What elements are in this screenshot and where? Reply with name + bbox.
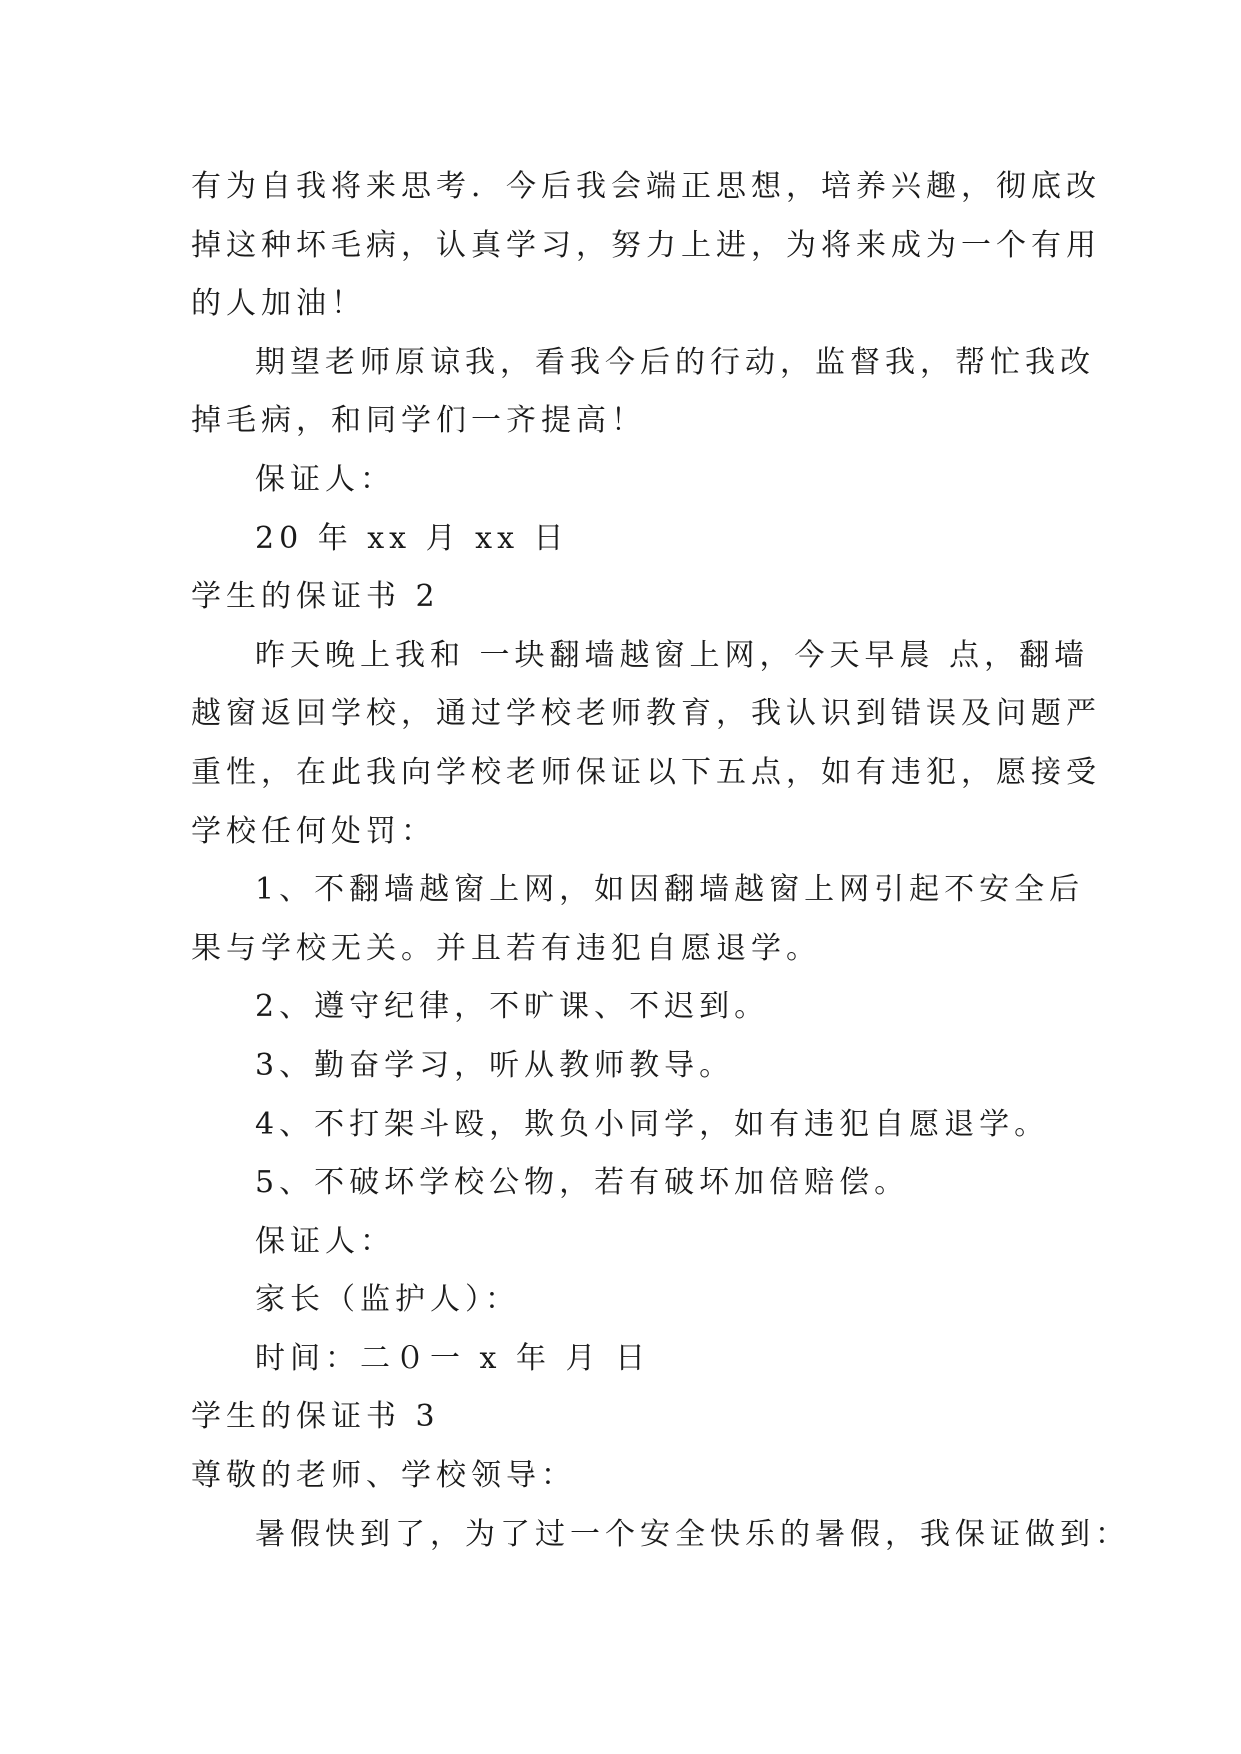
signature-label: 保证人： [255,1223,395,1259]
paragraph-line: 重性，在此我向学校老师保证以下五点，如有违犯，愿接受 [191,754,1101,790]
paragraph-line: 掉这种坏毛病，认真学习，努力上进，为将来成为一个有用 [191,227,1101,263]
list-item: 3、勤奋学习，听从教师教导。 [255,1047,735,1083]
section-heading: 学生的保证书 3 [191,1399,440,1435]
list-item: 1、不翻墙越窗上网，如因翻墙越窗上网引起不安全后 [255,872,1085,908]
list-item: 2、遵守纪律，不旷课、不迟到。 [255,989,770,1025]
list-item: 4、不打架斗殴，欺负小同学，如有违犯自愿退学。 [255,1106,1050,1142]
paragraph-line: 掉毛病，和同学们一齐提高！ [191,403,646,439]
paragraph-line: 学校任何处罚： [191,813,436,849]
date-line: 20 年 xx 月 xx 日 [255,520,569,556]
guardian-label: 家长（监护人）： [255,1282,520,1318]
list-item: 5、不破坏学校公物，若有破坏加倍赔偿。 [255,1165,910,1201]
paragraph-line: 昨天晚上我和 一块翻墙越窗上网，今天早晨 点，翻墙 [255,637,1090,673]
paragraph-line: 的人加油！ [191,286,366,322]
paragraph-line: 越窗返回学校，通过学校老师教育，我认识到错误及问题严 [191,696,1101,732]
salutation: 尊敬的老师、学校领导： [191,1458,576,1494]
signature-label: 保证人： [255,461,395,497]
list-item-continuation: 果与学校无关。并且若有违犯自愿退学。 [191,930,821,966]
paragraph-line: 暑假快到了，为了过一个安全快乐的暑假，我保证做到： [255,1516,1130,1552]
paragraph-line: 期望老师原谅我，看我今后的行动，监督我，帮忙我改 [255,344,1095,380]
paragraph-line: 有为自我将来思考．今后我会端正思想，培养兴趣，彻底改 [191,169,1101,204]
document-body [191,158,1130,1564]
section-heading: 学生的保证书 2 [191,579,440,615]
date-line: 时间：二０一 x 年 月 日 [255,1340,651,1376]
